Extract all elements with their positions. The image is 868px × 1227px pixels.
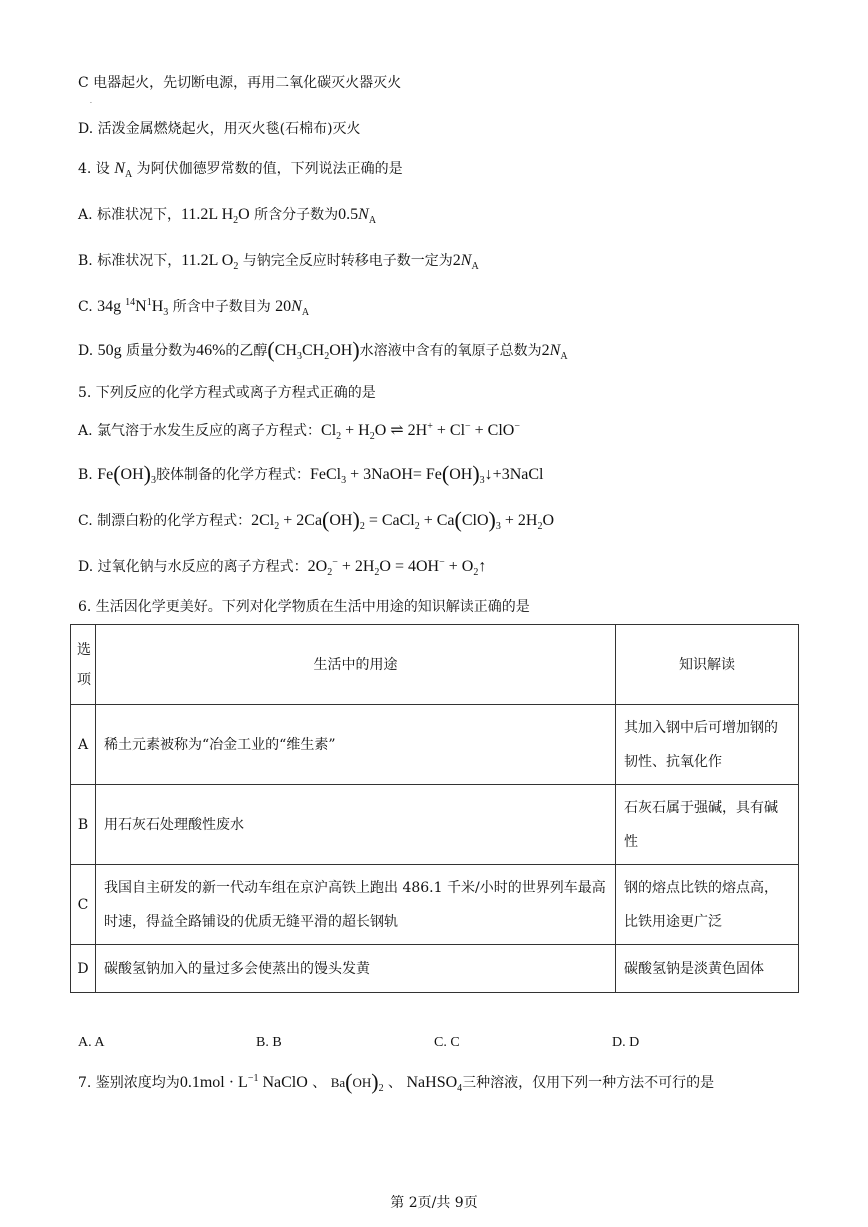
table-header-row: [71, 625, 799, 705]
row-explain: 碳酸氢钠是淡黄色固体: [616, 945, 799, 993]
header-use: 生活中的用途: [96, 625, 616, 705]
q5-option-a: A. 氯气溶于水发生反应的离子方程式：$Cl_2 + H_2O$ ⇌ 2H+ + Cl− + ClO−: [78, 421, 520, 442]
q5-option-c: C. 制漂白粉的化学方程式：$2Cl_2 + 2Ca(OH)_2$ = CaCl$_2$ + $Ca(ClO)_3 + 2H_2O$: [78, 507, 554, 532]
row-explain: 钢的熔点比铁的熔点高，比铁用途更广泛: [616, 865, 799, 945]
q6-stem: 6. 生活因化学更美好。下列对化学物质在生活中用途的知识解读正确的是: [78, 599, 530, 615]
q3-option-d: D. 活泼金属燃烧起火，用灭火毯(石棉布)灭火: [78, 121, 361, 137]
row-use: 我国自主研发的新一代动车组在京沪高铁上跑出 486.1 千米/小时的世界列车最高时速，得益全路铺设的优质无缝平滑的超长钢轨: [96, 865, 616, 945]
row-use: 稀土元素被称为“冶金工业的“维生素”: [96, 705, 616, 785]
q4-option-c: C. 34g $^{14}N^1H_3$ 所含中子数目为 $20N_A$: [78, 297, 310, 318]
page-footer: 第 2页/共 9页: [390, 1195, 478, 1211]
answer-b[interactable]: B. B: [256, 1035, 282, 1050]
table-row: [71, 785, 799, 865]
header-option: 选项: [71, 625, 96, 705]
header-explain: 知识解读: [616, 625, 799, 705]
q4-option-d: D. 50g 质量分数为46%的乙醇$(CH_3CH_2OH)$水溶液中含有的氧原子总数为$2N_A$: [78, 337, 568, 362]
row-option: C: [71, 865, 96, 945]
row-explain: 石灰石属于强碱，具有碱性: [616, 785, 799, 865]
q4-option-a: A. 标准状况下，11.2L $H_2O$ 所含分子数为$0.5N_A$: [78, 206, 377, 226]
answer-c[interactable]: C. C: [434, 1035, 460, 1050]
q4-option-b: B. 标准状况下，11.2L $O_2$ 与钠完全反应时转移电子数一定为$2N_A$: [78, 252, 479, 272]
q7-stem: 7. 鉴别浓度均为$0.1mol \cdot L^{-1}$ NaClO 、 $Ba(OH)_2$ 、 NaHSO$_4$三种溶液，仅用下列一种方法不可行的是: [78, 1069, 715, 1094]
row-option: B: [71, 785, 96, 865]
q5-option-b: B. $Fe(OH)_3$胶体制备的化学方程式：FeCl$_3$ + 3NaOH= $Fe(OH)_3↓+3NaCl$: [78, 461, 544, 486]
row-option: D: [71, 945, 96, 993]
q4-stem: 4. 设 $N_A$ 为阿伏伽德罗常数的值，下列说法正确的是: [78, 160, 403, 180]
row-use: 碳酸氢钠加入的量过多会使蒸出的馒头发黄: [96, 945, 616, 993]
row-use: 用石灰石处理酸性废水: [96, 785, 616, 865]
table-row: [71, 865, 799, 945]
row-explain: 其加入钢中后可增加钢的韧性、抗氧化作: [616, 705, 799, 785]
table-row: [71, 945, 799, 993]
row-option: A: [71, 705, 96, 785]
answer-d[interactable]: D. D: [612, 1035, 640, 1050]
table-row: [71, 705, 799, 785]
q3-option-c: C 电器起火，先切断电源，再用二氧化碳灭火器灭火: [78, 75, 402, 91]
answer-a[interactable]: A. A: [78, 1035, 105, 1050]
stray-dot: .: [90, 98, 92, 105]
q5-stem: 5. 下列反应的化学方程式或离子方程式正确的是: [78, 385, 376, 401]
q6-table: [70, 624, 799, 993]
q5-option-d: D. 过氧化钠与水反应的离子方程式：$2O_2^- + 2H_2O = 4OH^-$ + $O_2↑$: [78, 557, 487, 578]
